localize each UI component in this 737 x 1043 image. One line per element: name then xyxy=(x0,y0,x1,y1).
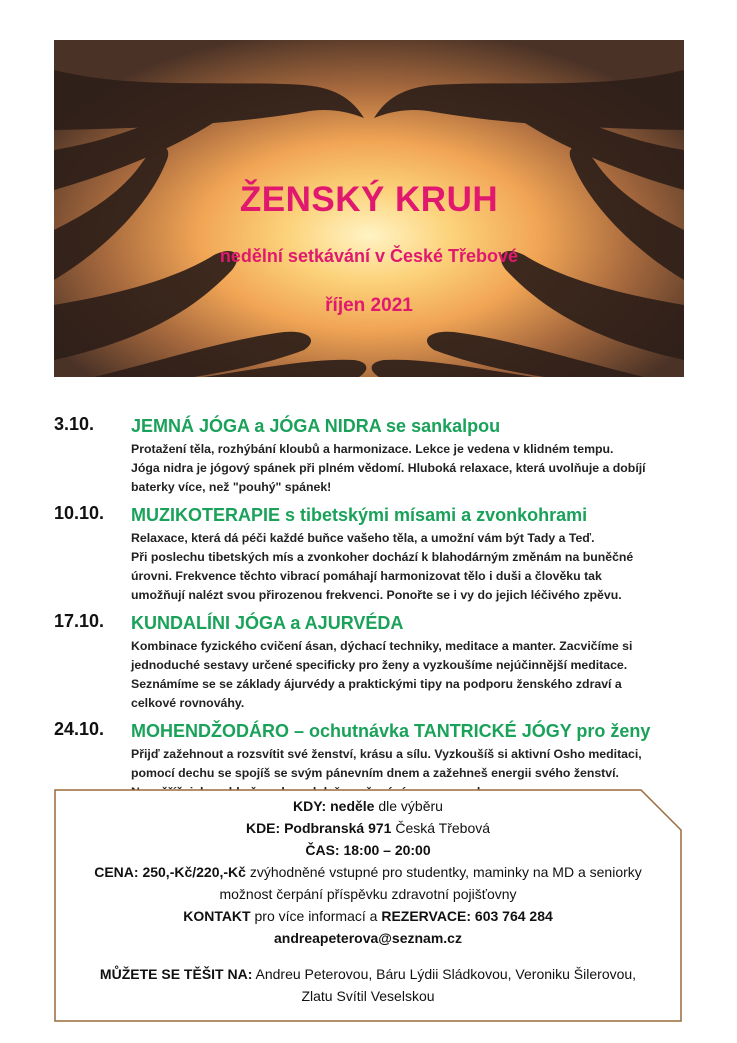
event-heading: JEMNÁ JÓGA a JÓGA NIDRA se sankalpou xyxy=(131,416,501,436)
when-line xyxy=(54,795,682,817)
event-item xyxy=(54,503,694,605)
description-line: pomocí dechu se spojíš se svým pánevním dnem a zažehneš energii svého ženství. xyxy=(131,766,619,780)
event-item xyxy=(54,611,694,713)
event-heading: MOHENDŽODÁRO – ochutnávka TANTRICKÉ JÓGY pro ženy xyxy=(131,721,651,741)
contact-line xyxy=(54,905,682,927)
hero-banner xyxy=(54,40,684,377)
description-line: Při poslechu tibetských mís a zvonkoher dochází k blahodárným změnám na buněčné xyxy=(131,550,634,564)
event-program xyxy=(54,414,694,808)
event-date: 10.10. xyxy=(54,503,105,523)
event-date: 24.10. xyxy=(54,719,105,739)
spacer xyxy=(54,949,682,963)
event-description xyxy=(131,529,694,605)
info-text xyxy=(54,795,682,1007)
lecturers-label: MŮŽETE SE TĚŠIT NA: xyxy=(99,966,253,982)
description-line: Protažení těla, rozhýbání kloubů a harmonizace. Lekce je vedena v klidném tempu. xyxy=(131,442,614,456)
description-line: umožňují nalézt svou přirozenou frekvenci. Ponořte se i vy do jejich léčivého zpěvu. xyxy=(131,588,622,602)
poster-title: ŽENSKÝ KRUH xyxy=(239,180,499,219)
time-line xyxy=(54,839,682,861)
description-line: Jóga nidra je jógový spánek při plném vědomí. Hluboká relaxace, která uvolňuje a dobíjí xyxy=(131,461,646,475)
price-discount-note: zvýhodněné vstupné pro studentky, maminky na MD a seniorky xyxy=(249,864,642,880)
event-description xyxy=(131,637,694,713)
description-line: Relaxace, která dá péči každé buňce vašeho těla, a umožní vám být Tady a Teď. xyxy=(131,531,595,545)
reservation-phone[interactable]: REZERVACE: 603 764 284 xyxy=(381,908,553,924)
contact-text: pro více informací a xyxy=(254,908,378,924)
description-line: Kombinace fyzického cvičení ásan, dýchací techniky, meditace a manter. Zacvičíme si xyxy=(131,639,633,653)
event-heading: KUNDALÍNI JÓGA a AJURVÉDA xyxy=(131,613,404,633)
event-heading: MUZIKOTERAPIE s tibetskými mísami a zvonkohrami xyxy=(131,505,588,525)
email-line xyxy=(54,927,682,949)
event-date: 3.10. xyxy=(54,414,95,434)
poster-subtitle: nedělní setkávání v České Třebové xyxy=(219,246,519,266)
description-line: Přijď zažehnout a rozsvítit své ženství, krásu a sílu. Vyzkoušíš si aktivní Osho meditaci, xyxy=(131,747,642,761)
lecturers-names-2: Zlatu Svítil Veselskou xyxy=(301,988,435,1004)
price-line xyxy=(54,861,682,883)
when-label: KDY: xyxy=(293,798,327,814)
event-date: 17.10. xyxy=(54,611,105,631)
where-city: Česká Třebová xyxy=(395,820,491,836)
description-line: Seznámíme se se základy ájurvédy a praktickými tipy na podporu ženského zdraví a xyxy=(131,677,622,691)
lecturers-line xyxy=(54,963,682,985)
info-box xyxy=(54,789,682,1022)
price-label: CENA: 250,-Kč/220,-Kč xyxy=(94,864,246,880)
event-item xyxy=(54,414,694,497)
when-note: dle výběru xyxy=(378,798,443,814)
contact-email[interactable]: andreapeterova@seznam.cz xyxy=(274,930,462,946)
lecturers-names: Andreu Peterovou, Báru Lýdii Sládkovou, Veroniku Šilerovou, xyxy=(255,966,637,982)
description-line: jednoduché sestavy určené specificky pro ženy a vyzkoušíme nejúčinnější meditace. xyxy=(131,658,628,672)
when-day: neděle xyxy=(330,798,375,814)
contact-label: KONTAKT xyxy=(183,908,251,924)
where-line xyxy=(54,817,682,839)
where-label: KDE: Podbranská 971 xyxy=(245,820,392,836)
time-value: ČAS: 18:00 – 20:00 xyxy=(305,842,431,858)
poster-month: říjen 2021 xyxy=(325,295,413,316)
description-line: úrovni. Frekvence těchto vibrací pomáhají harmonizovat tělo i duši a člověku tak xyxy=(131,569,602,583)
description-line: celkové rovnováhy. xyxy=(131,696,245,710)
description-line: baterky více, než "pouhý" spánek! xyxy=(131,480,332,494)
insurance-note: možnost čerpání příspěvku zdravotní pojišťovny xyxy=(219,886,517,902)
event-description xyxy=(131,440,694,497)
